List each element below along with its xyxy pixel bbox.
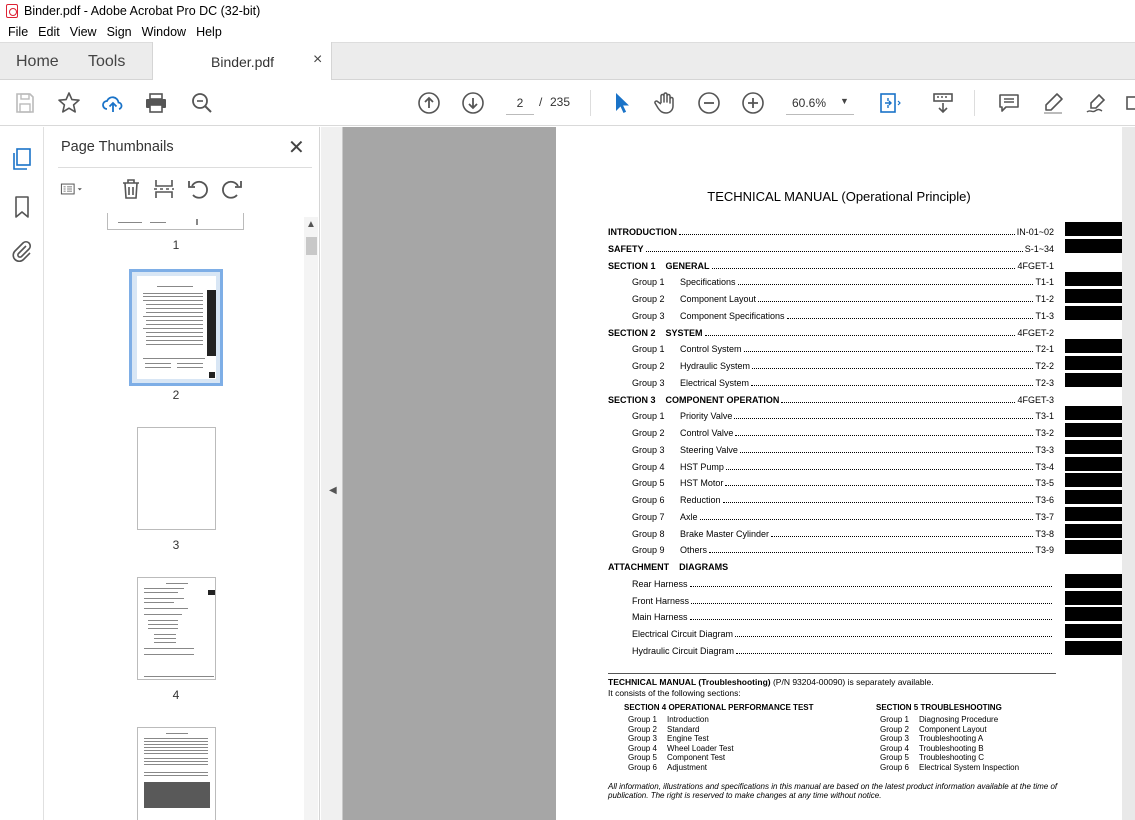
page-separator: /	[539, 95, 543, 109]
menu-file[interactable]: File	[8, 25, 29, 39]
section-index-tab	[1065, 524, 1122, 538]
section-group-row	[880, 763, 1019, 772]
toc-title: Rear Harness	[632, 579, 688, 589]
extract-pages-icon[interactable]	[152, 177, 178, 203]
toc-label	[608, 261, 710, 271]
toc-title: SAFETY	[608, 244, 644, 254]
section-index-tab	[1065, 406, 1122, 420]
toc-group: Group 8	[632, 529, 665, 539]
thumbnail-page-number: 2	[172, 388, 180, 402]
section-group-label: Diagnosing Procedure	[919, 715, 999, 724]
toc-title: HST Pump	[680, 462, 724, 472]
toc-leader-dots	[712, 268, 1016, 269]
save-icon[interactable]	[12, 90, 38, 116]
fit-page-icon[interactable]	[876, 90, 902, 116]
toc-leader-dots	[709, 552, 1033, 553]
section-index-tab	[1065, 306, 1122, 320]
section-group-label: Standard	[667, 724, 700, 734]
zoom-value: 60.6%	[792, 96, 827, 110]
toc-row[interactable]	[632, 275, 1054, 287]
section-group-row	[880, 734, 983, 743]
toc-leader-dots	[646, 251, 1023, 252]
toc-page-ref: T3-9	[1035, 545, 1054, 555]
section-group-number: Group 5	[880, 753, 909, 762]
toc-title: HST Motor	[680, 478, 724, 488]
toc-leader-dots	[735, 636, 1052, 637]
section-group-label: Component Layout	[919, 724, 987, 734]
section-group-number: Group 2	[880, 724, 909, 734]
section-group-number: Group 6	[880, 762, 909, 772]
comment-icon[interactable]	[996, 90, 1022, 116]
toc-page-ref: T2-2	[1035, 361, 1054, 371]
footnote: All information, illustrations and specifications in this manual are based on the latest product information available at the time of publication. The right is reserved to make changes at any time without notice.	[608, 782, 1058, 800]
toc-leader-dots	[690, 619, 1052, 620]
toc-leader-dots	[679, 234, 1015, 235]
toc-label	[632, 512, 698, 522]
thumbnail-page-number: 4	[172, 688, 180, 702]
section5-heading: SECTION 5 TROUBLESHOOTING	[876, 703, 1002, 712]
section-group-row	[628, 725, 699, 734]
toc-leader-dots	[700, 519, 1034, 520]
section-group-row	[880, 715, 998, 724]
toc-leader-dots	[744, 351, 1034, 352]
section-group-row	[628, 744, 734, 753]
page-total: 235	[550, 95, 571, 109]
toc-title: SECTION 2 SYSTEM	[608, 328, 703, 338]
toc-group: Group 3	[632, 378, 665, 388]
section-index-tab	[1065, 222, 1122, 236]
toc-row[interactable]	[632, 359, 1054, 371]
section-group-row	[628, 734, 709, 743]
toc-page-ref: S-1~34	[1024, 244, 1054, 254]
toc-leader-dots	[751, 385, 1033, 386]
section-group-label: Troubleshooting B	[919, 743, 984, 753]
section-group-row	[628, 753, 725, 762]
toc-title: SECTION 1 GENERAL	[608, 261, 710, 271]
toc-label	[632, 612, 688, 622]
toc-title: Main Harness	[632, 612, 688, 622]
troubleshooting-title: TECHNICAL MANUAL (Troubleshooting)	[608, 677, 771, 687]
section-group-label: Engine Test	[667, 734, 709, 743]
toc-group: Group 3	[632, 445, 665, 455]
more-tools-icon[interactable]	[1124, 90, 1135, 116]
window-title: Binder.pdf - Adobe Acrobat Pro DC (32-bit)	[24, 4, 261, 18]
hand-icon[interactable]	[652, 90, 678, 116]
close-tab-icon[interactable]: ×	[313, 51, 323, 68]
toc-title: Reduction	[680, 495, 721, 505]
zoom-in-icon[interactable]	[740, 90, 766, 116]
zoom-out-icon[interactable]	[696, 90, 722, 116]
page-thumbnail[interactable]	[137, 727, 216, 820]
toc-leader-dots	[771, 536, 1033, 537]
toc-title: Control Valve	[680, 428, 734, 438]
toc-leader-dots	[726, 469, 1034, 470]
toc-title: Hydraulic System	[680, 361, 751, 371]
toc-label	[608, 227, 677, 237]
toc-row[interactable]	[632, 476, 1054, 488]
toc-label	[632, 579, 688, 589]
toc-label	[608, 562, 728, 572]
section-group-number: Group 5	[628, 753, 657, 762]
toc-row[interactable]	[632, 493, 1054, 505]
section-group-number: Group 3	[880, 734, 909, 743]
toc-page-ref: T1-3	[1035, 311, 1054, 321]
toc-title: Component Layout	[680, 294, 757, 304]
section-group-number: Group 2	[628, 724, 657, 734]
section-index-tab	[1065, 490, 1122, 504]
section-group-row	[880, 753, 984, 762]
toc-label	[632, 545, 707, 555]
toc-row[interactable]	[632, 426, 1054, 438]
toc-label	[632, 411, 732, 421]
toc-label	[632, 361, 750, 371]
troubleshooting-pn: (P/N 93204-00090) is separately available.	[770, 677, 934, 687]
toc-page-ref: T2-1	[1035, 344, 1054, 354]
toc-page-ref: T3-1	[1035, 411, 1054, 421]
toc-title: Brake Master Cylinder	[680, 529, 770, 539]
section-index-tab	[1065, 574, 1122, 588]
toc-leader-dots	[723, 502, 1034, 503]
toc-page-ref: T1-1	[1035, 277, 1054, 287]
section-group-label: Component Test	[667, 753, 726, 762]
menu-help[interactable]: Help	[196, 25, 222, 39]
toc-label	[632, 311, 785, 321]
toc-page-ref: T3-8	[1035, 529, 1054, 539]
chevron-down-icon: ▼	[840, 96, 849, 106]
tab-document-label: Binder.pdf	[211, 54, 275, 70]
section-group-row	[628, 763, 707, 772]
page-number-input[interactable]: 2	[506, 91, 534, 115]
panel-title: Page Thumbnails	[61, 139, 174, 155]
section-group-number: Group 1	[880, 715, 909, 724]
panel-collapse-handle[interactable]	[321, 127, 343, 820]
toc-label	[632, 495, 721, 505]
toc-leader-dots	[740, 452, 1034, 453]
title-bar	[0, 0, 1135, 22]
toc-title: Others	[680, 545, 708, 555]
menu-view[interactable]: View	[69, 25, 97, 39]
toc-row[interactable]	[632, 309, 1054, 321]
tab-tools[interactable]: Tools	[88, 53, 126, 70]
tab-row	[0, 42, 1135, 80]
toc-leader-dots	[735, 435, 1033, 436]
toc-label	[608, 328, 703, 338]
toc-leader-dots	[738, 284, 1034, 285]
page-thumbnail-selected[interactable]	[131, 271, 221, 384]
rotate-left-icon[interactable]	[186, 177, 212, 203]
section-index-tab	[1065, 641, 1122, 655]
page-up-icon[interactable]	[416, 90, 442, 116]
thumbnail-page-number: 1	[172, 238, 180, 252]
toc-row[interactable]	[608, 560, 1054, 572]
section-index-tab	[1065, 423, 1122, 437]
section-index-tab	[1065, 289, 1122, 303]
toc-page-ref: T3-5	[1035, 478, 1054, 488]
toc-leader-dots	[781, 402, 1015, 403]
section-group-label: Adjustment	[667, 762, 708, 772]
toc-group: Group 1	[632, 277, 665, 287]
toc-row[interactable]	[632, 644, 1054, 656]
toc-title: SECTION 3 COMPONENT OPERATION	[608, 395, 780, 405]
document-scrollbar[interactable]	[1122, 127, 1135, 820]
toc-title: Steering Valve	[680, 445, 738, 455]
section-group-label: Electrical System Inspection	[919, 762, 1020, 772]
section-group-label: Troubleshooting C	[919, 753, 985, 762]
toc-row[interactable]	[632, 577, 1054, 589]
toc-group: Group 6	[632, 495, 665, 505]
toc-label	[632, 344, 742, 354]
delete-page-icon[interactable]	[119, 177, 145, 203]
menu-window[interactable]: Window	[141, 25, 187, 39]
bookmarks-icon[interactable]	[10, 195, 34, 219]
menu-bar	[0, 22, 1135, 42]
toc-label	[632, 378, 749, 388]
page-down-icon[interactable]	[460, 90, 486, 116]
toc-label	[632, 428, 733, 438]
scrollbar-thumb[interactable]	[306, 237, 317, 255]
toc-group: Group 1	[632, 411, 665, 421]
toc-label	[632, 646, 734, 656]
toc-group: Group 2	[632, 428, 665, 438]
page-thumbnail[interactable]	[137, 577, 216, 680]
section-index-tab	[1065, 607, 1122, 621]
toolbar	[0, 80, 1135, 126]
thumbnail-options-icon[interactable]	[60, 177, 94, 203]
section-index-tab	[1065, 272, 1122, 286]
section-index-tab	[1065, 591, 1122, 605]
toc-leader-dots	[787, 318, 1034, 319]
toc-leader-dots	[705, 335, 1016, 336]
page-thumbnail[interactable]	[107, 213, 244, 230]
toc-page-ref: 4FGET-2	[1017, 328, 1054, 338]
thumbnails-panel	[44, 127, 320, 820]
select-cursor-icon[interactable]	[608, 90, 634, 116]
thumbnail-list	[44, 213, 302, 820]
toc-page-ref: T3-4	[1035, 462, 1054, 472]
toc-page-ref: T3-6	[1035, 495, 1054, 505]
toc-page-ref: 4FGET-1	[1017, 261, 1054, 271]
toc-row[interactable]	[632, 527, 1054, 539]
toc-page-ref: T3-7	[1035, 512, 1054, 522]
section-group-number: Group 6	[628, 762, 657, 772]
highlight-icon[interactable]	[1040, 90, 1066, 116]
section-group-label: Wheel Loader Test	[667, 743, 734, 753]
rotate-right-icon[interactable]	[220, 177, 246, 203]
page-thumbnail[interactable]	[137, 427, 216, 530]
toc-row[interactable]	[608, 242, 1054, 254]
toc-page-ref: IN-01~02	[1016, 227, 1054, 237]
toc-row[interactable]	[632, 627, 1054, 639]
toc-label	[632, 478, 723, 488]
toc-label	[632, 445, 738, 455]
menu-edit[interactable]: Edit	[38, 25, 60, 39]
toc-page-ref: T1-2	[1035, 294, 1054, 304]
section-index-tab	[1065, 457, 1122, 471]
section-group-row	[880, 725, 987, 734]
section-group-row	[880, 744, 984, 753]
toc-label	[632, 629, 733, 639]
cloud-upload-icon[interactable]	[100, 90, 126, 116]
toc-label	[632, 462, 724, 472]
attachments-icon[interactable]	[10, 239, 34, 263]
section-index-tab	[1065, 373, 1122, 387]
scroll-up-icon[interactable]: ▲	[306, 219, 316, 230]
toc-row[interactable]	[632, 594, 1054, 606]
toc-row[interactable]	[632, 342, 1054, 354]
toc-title: Priority Valve	[680, 411, 733, 421]
close-panel-icon[interactable]: ✕	[288, 137, 305, 159]
bookmark-star-icon[interactable]	[56, 90, 82, 116]
section-group-label: Troubleshooting A	[919, 734, 984, 743]
section-index-tab	[1065, 473, 1122, 487]
navigation-rail	[0, 127, 44, 820]
toc-title: ATTACHMENT DIAGRAMS	[608, 562, 729, 572]
toc-row[interactable]	[608, 225, 1054, 237]
toc-row[interactable]	[632, 510, 1054, 522]
toc-row[interactable]	[632, 376, 1054, 388]
toc-group: Group 2	[632, 361, 665, 371]
toc-page-ref: 4FGET-3	[1017, 395, 1054, 405]
section-group-row	[628, 715, 709, 724]
troubleshooting-line2: It consists of the following sections:	[608, 688, 741, 698]
toc-title: Component Specifications	[680, 311, 785, 321]
toc-group: Group 7	[632, 512, 665, 522]
search-zoom-icon[interactable]	[189, 90, 215, 116]
toolbar-divider	[590, 90, 591, 116]
toc-leader-dots	[758, 301, 1033, 302]
section-group-number: Group 4	[628, 743, 657, 753]
toc-title: Electrical Circuit Diagram	[632, 629, 734, 639]
toc-leader-dots	[725, 485, 1033, 486]
toc-title: Specifications	[680, 277, 736, 287]
toc-title: Hydraulic Circuit Diagram	[632, 646, 735, 656]
toc-page-ref: T3-2	[1035, 428, 1054, 438]
toc-group: Group 5	[632, 478, 665, 488]
sign-icon[interactable]	[1083, 90, 1109, 116]
troubleshooting-note	[608, 677, 934, 687]
scroll-mode-icon[interactable]	[930, 90, 956, 116]
toc-group: Group 9	[632, 545, 665, 555]
toc-row[interactable]	[608, 393, 1054, 405]
divider	[608, 673, 1056, 674]
toc-group: Group 2	[632, 294, 665, 304]
section-group-label: Introduction	[667, 715, 709, 724]
tab-document[interactable]	[152, 42, 332, 81]
section-index-tab	[1065, 540, 1122, 554]
toc-leader-dots	[690, 586, 1052, 587]
pdf-app-icon	[6, 4, 18, 18]
toc-row[interactable]	[632, 543, 1054, 555]
toc-title: Control System	[680, 344, 742, 354]
toolbar-divider	[974, 90, 975, 116]
toc-label	[608, 244, 644, 254]
pdf-page	[556, 127, 1122, 820]
toc-group: Group 3	[632, 311, 665, 321]
toc-group: Group 4	[632, 462, 665, 472]
tab-home[interactable]: Home	[16, 53, 59, 70]
toc-row[interactable]	[632, 292, 1054, 304]
toc-label	[632, 596, 689, 606]
toc-row[interactable]	[632, 443, 1054, 455]
page-thumbnails-icon[interactable]	[10, 147, 34, 171]
section-group-number: Group 1	[628, 715, 657, 724]
toc-leader-dots	[691, 603, 1052, 604]
collapse-arrow-icon: ◀	[329, 485, 337, 496]
toc-row[interactable]	[608, 259, 1054, 271]
section-index-tab	[1065, 507, 1122, 521]
menu-sign[interactable]: Sign	[106, 25, 132, 39]
section-index-tab	[1065, 239, 1122, 253]
toc-label	[608, 395, 779, 405]
toc-label	[632, 529, 769, 539]
toc-title: INTRODUCTION	[608, 227, 677, 237]
section-index-tab	[1065, 624, 1122, 638]
document-title: TECHNICAL MANUAL (Operational Principle)	[707, 189, 971, 204]
toc-row[interactable]	[632, 610, 1054, 622]
zoom-select[interactable]	[786, 91, 854, 115]
toc-page-ref: T3-3	[1035, 445, 1054, 455]
thumbnail-page-number: 3	[172, 538, 180, 552]
toc-label	[632, 277, 736, 287]
toc-title: Electrical System	[680, 378, 750, 388]
thumbnail-scrollbar[interactable]	[304, 217, 318, 820]
toc-leader-dots	[734, 418, 1033, 419]
toc-row[interactable]	[632, 460, 1054, 472]
toc-leader-dots	[752, 368, 1033, 369]
section-group-number: Group 4	[880, 743, 909, 753]
section-group-number: Group 3	[628, 734, 657, 743]
toc-title: Axle	[680, 512, 698, 522]
section-index-tab	[1065, 440, 1122, 454]
toc-title: Front Harness	[632, 596, 690, 606]
toc-page-ref: T2-3	[1035, 378, 1054, 388]
section4-heading: SECTION 4 OPERATIONAL PERFORMANCE TEST	[624, 703, 814, 712]
print-icon[interactable]	[143, 90, 169, 116]
section-index-tab	[1065, 356, 1122, 370]
toc-row[interactable]	[632, 409, 1054, 421]
toc-group: Group 1	[632, 344, 665, 354]
toc-leader-dots	[736, 653, 1052, 654]
divider	[58, 167, 312, 168]
section-index-tab	[1065, 339, 1122, 353]
toc-row[interactable]	[608, 326, 1054, 338]
toc-label	[632, 294, 756, 304]
